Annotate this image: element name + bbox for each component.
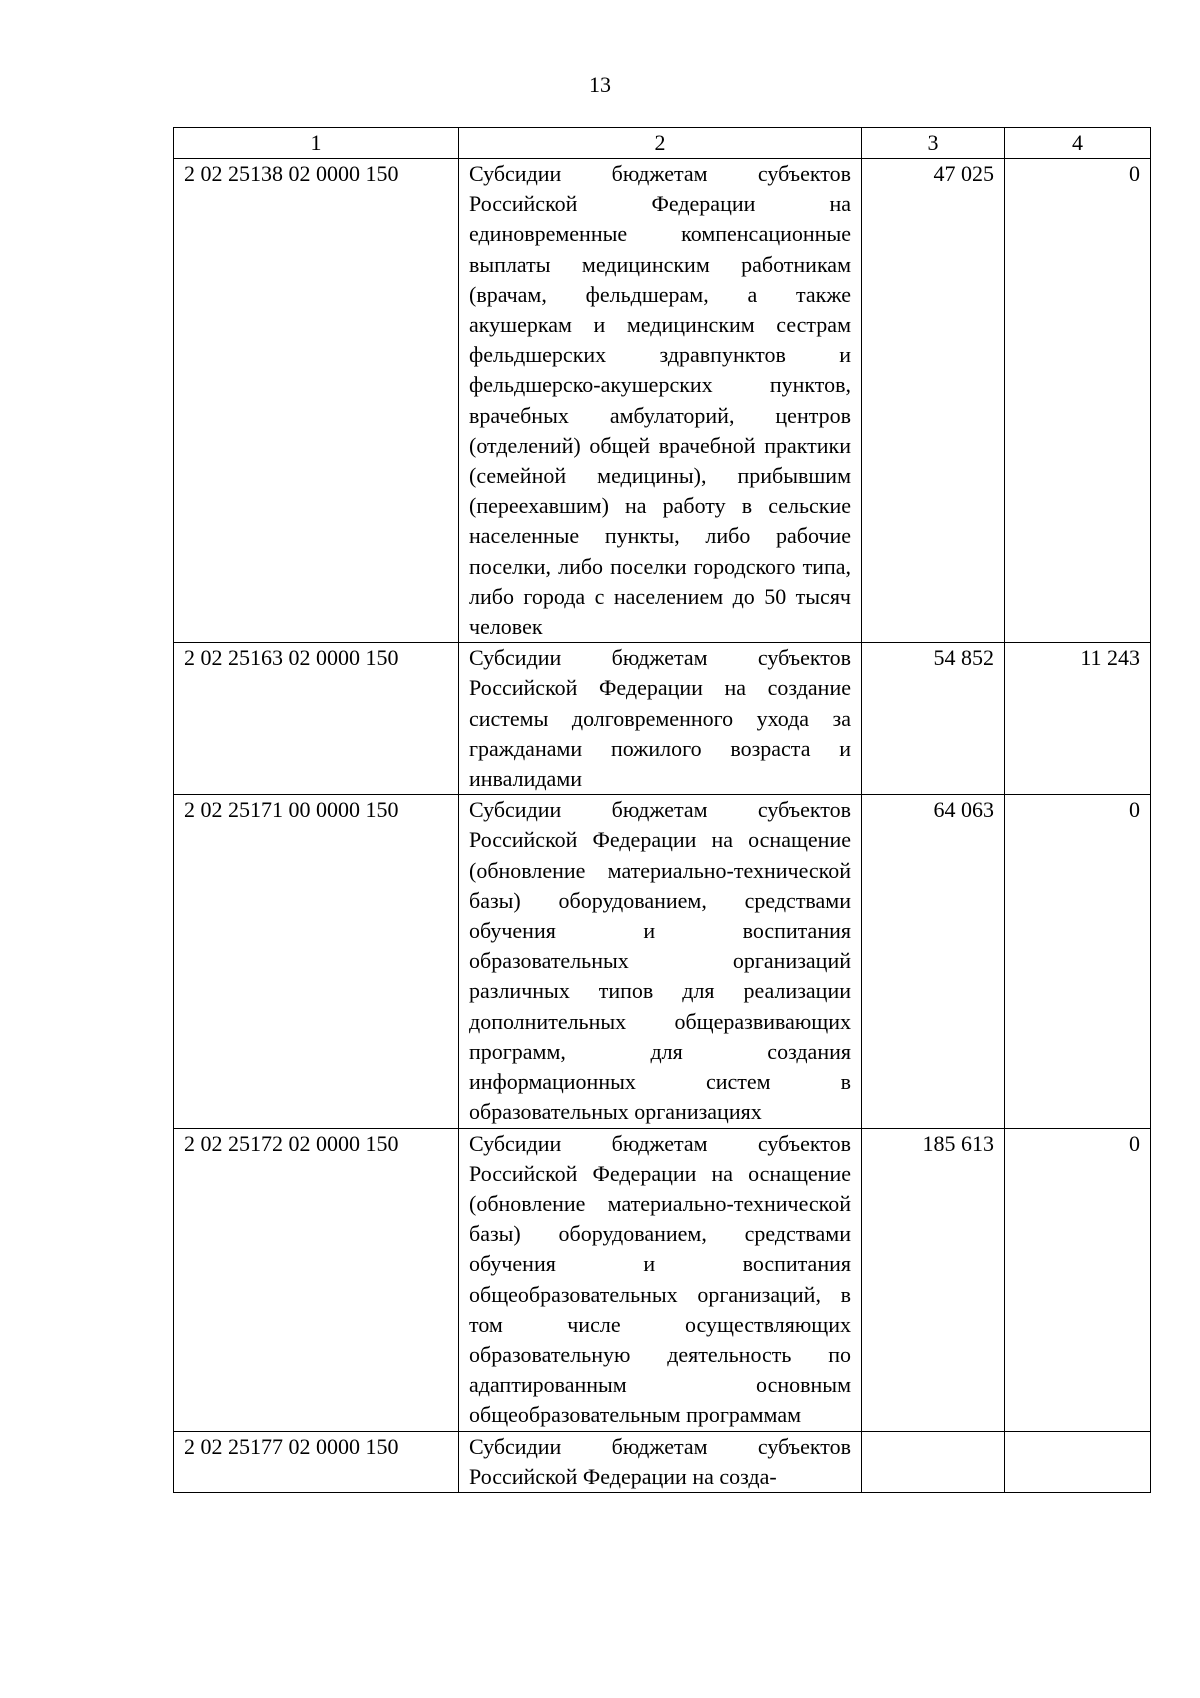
budget-revenue-table: [173, 127, 1151, 1493]
page-number: 13: [589, 72, 611, 97]
table-body: [174, 159, 1151, 1493]
budget-code-cell: 2 02 25138 02 0000 150: [174, 159, 459, 643]
table-row: [174, 1128, 1151, 1431]
column-header-3: 3: [862, 128, 1005, 159]
amount-col3-cell: [862, 1431, 1005, 1492]
description-cell: Субсидии бюджетам субъектов Российской Федерации на оснащение (обновление материально-технической базы) оборудованием, средствами обучения и воспитания общеобразовательных организаций, в том числе осуществляющих образовательную деятельность по адаптированным основным общеобразовательным программам: [459, 1128, 862, 1431]
column-header-1: 1: [174, 128, 459, 159]
amount-col3-cell: 54 852: [862, 643, 1005, 795]
table-row: [174, 643, 1151, 795]
amount-col4-cell: 0: [1005, 795, 1151, 1128]
description-cell: Субсидии бюджетам субъектов Российской Федерации на созда-: [459, 1431, 862, 1492]
description-cell: Субсидии бюджетам субъектов Российской Федерации на оснащение (обновление материально-технической базы) оборудованием, средствами обучения и воспитания образовательных организаций различных типов для реализации дополнительных общеразвивающих программ, для создания информационных систем в образовательных организациях: [459, 795, 862, 1128]
amount-col3-cell: 185 613: [862, 1128, 1005, 1431]
description-cell: Субсидии бюджетам субъектов Российской Федерации на создание системы долговременного ухода за гражданами пожилого возраста и инвалидами: [459, 643, 862, 795]
description-cell: Субсидии бюджетам субъектов Российской Федерации на единовременные компенсационные выплаты медицинским работникам (врачам, фельдшерам, а также акушеркам и медицинским сестрам фельдшерских здравпунктов и фельдшерско-акушерских пунктов, врачебных амбулаторий, центров (отделений) общей врачебной практики (семейной медицины), прибывшим (переехавшим) на работу в сельские населенные пункты, либо рабочие поселки, либо поселки городского типа, либо города с населением до 50 тысяч человек: [459, 159, 862, 643]
table-header-row: [174, 128, 1151, 159]
table-row: [174, 1431, 1151, 1492]
table-row: [174, 159, 1151, 643]
table-row: [174, 795, 1151, 1128]
amount-col4-cell: 0: [1005, 159, 1151, 643]
budget-code-cell: 2 02 25177 02 0000 150: [174, 1431, 459, 1492]
amount-col4-cell: 11 243: [1005, 643, 1151, 795]
amount-col4-cell: [1005, 1431, 1151, 1492]
amount-col4-cell: 0: [1005, 1128, 1151, 1431]
column-header-2: 2: [459, 128, 862, 159]
budget-code-cell: 2 02 25171 00 0000 150: [174, 795, 459, 1128]
table-header: [174, 128, 1151, 159]
budget-code-cell: 2 02 25163 02 0000 150: [174, 643, 459, 795]
budget-code-cell: 2 02 25172 02 0000 150: [174, 1128, 459, 1431]
column-header-4: 4: [1005, 128, 1151, 159]
amount-col3-cell: 64 063: [862, 795, 1005, 1128]
amount-col3-cell: 47 025: [862, 159, 1005, 643]
